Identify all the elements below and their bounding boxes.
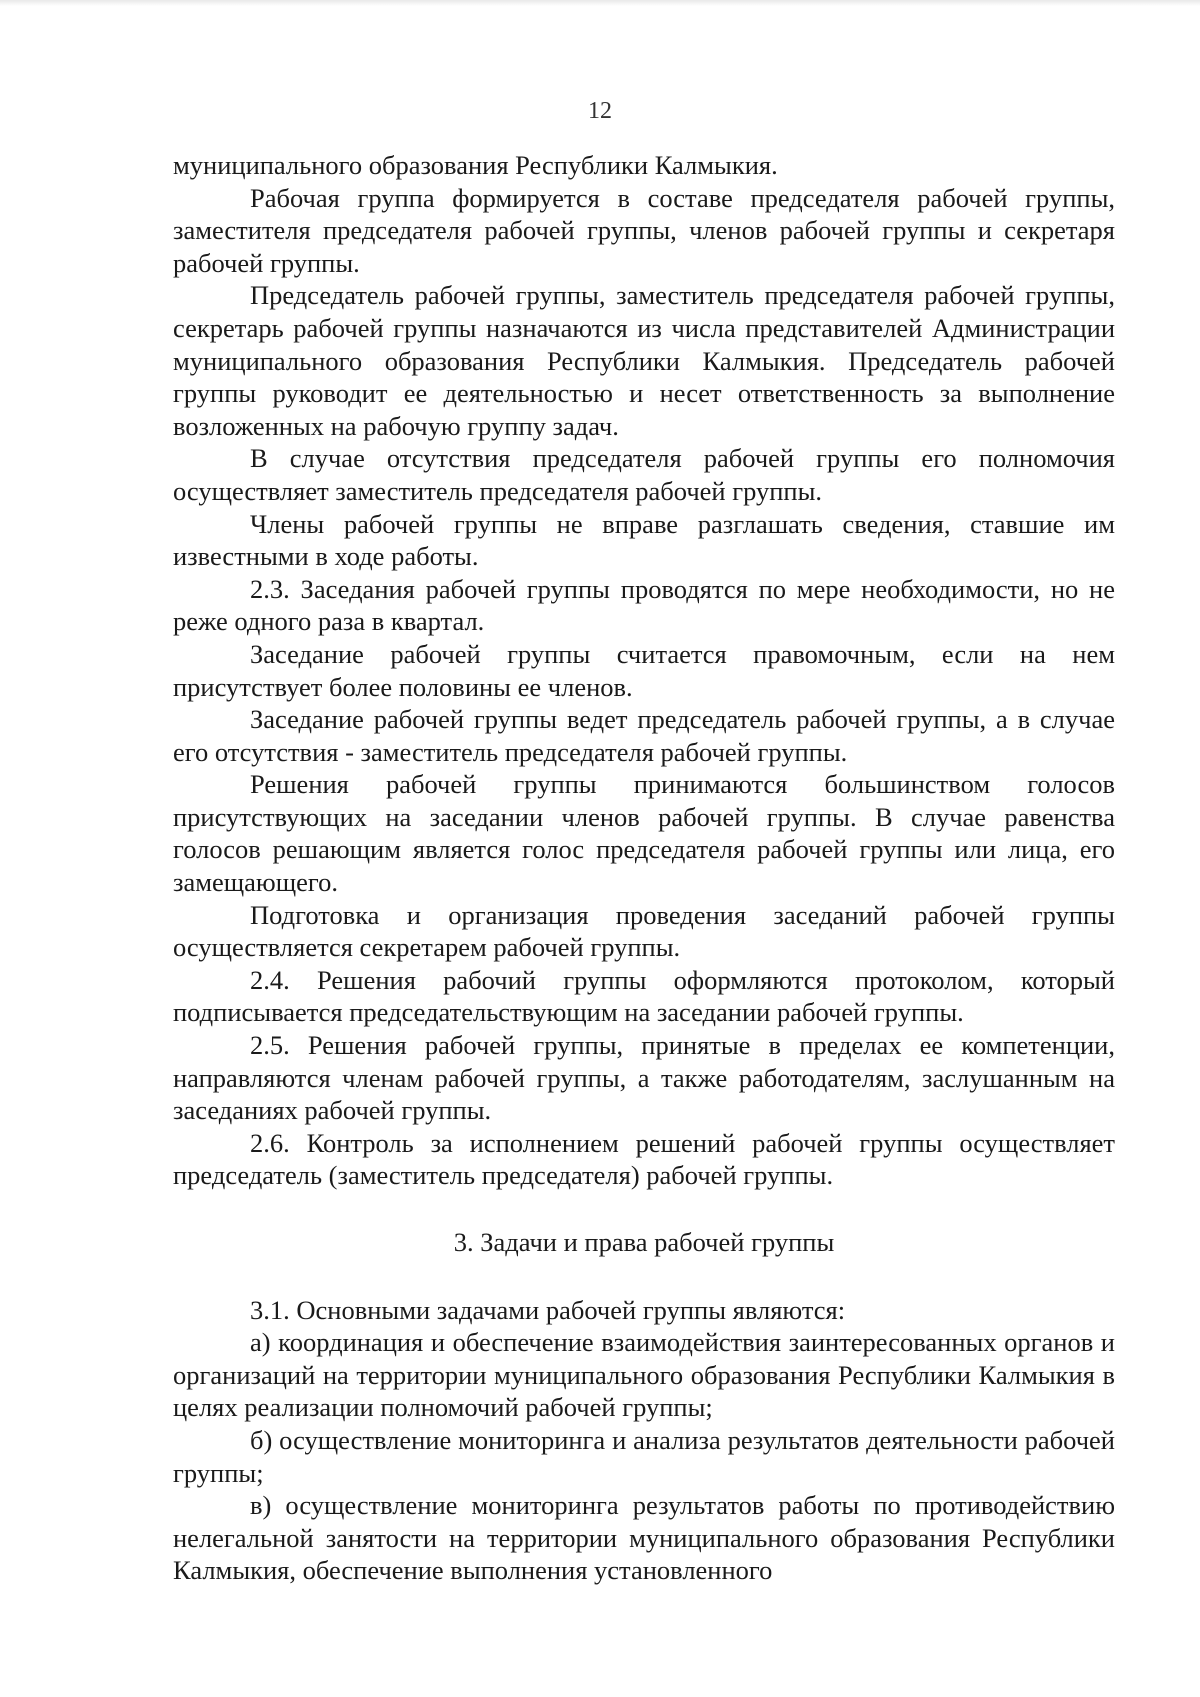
paragraph: 2.6. Контроль за исполнением решений рабочей группы осуществляет председатель (заместитель председателя) рабочей группы. (173, 1127, 1115, 1191)
paragraphs-before-heading (173, 149, 1115, 1192)
scan-edge (0, 0, 1200, 6)
paragraphs-after-heading (173, 1294, 1115, 1587)
paragraph: а) координация и обеспечение взаимодействия заинтересованных органов и организаций на территории муниципального образования Республики Калмыкия в целях реализации полномочий рабочей группы; (173, 1327, 1115, 1423)
paragraph: б) осуществление мониторинга и анализа результатов деятельности рабочей группы; (173, 1424, 1115, 1488)
paragraph: Решения рабочей группы принимаются большинством голосов присутствующих на заседании членов рабочей группы. В случае равенства голосов решающим является голос председателя рабочей группы или лица, его замещающего. (173, 769, 1115, 898)
paragraph: Заседание рабочей группы считается правомочным, если на нем присутствует более половины ее членов. (173, 638, 1115, 702)
paragraph: 2.3. Заседания рабочей группы проводятся по мере необходимости, но не реже одного раза в квартал. (173, 573, 1115, 637)
paragraph: Рабочая группа формируется в составе председателя рабочей группы, заместителя председателя рабочей группы, членов рабочей группы и секретаря рабочей группы. (173, 182, 1115, 278)
page-number: 12 (588, 98, 612, 124)
paragraph: 2.4. Решения рабочий группы оформляются протоколом, который подписывается председательствующим на заседании рабочей группы. (173, 964, 1115, 1028)
paragraph: 3.1. Основными задачами рабочей группы являются: (250, 1294, 846, 1325)
paragraph: Заседание рабочей группы ведет председатель рабочей группы, а в случае его отсутствия - заместитель председателя рабочей группы. (173, 704, 1115, 767)
paragraph: В случае отсутствия председателя рабочей группы его полномочия осуществляет заместитель председателя рабочей группы. (173, 443, 1115, 506)
paragraph: 2.5. Решения рабочей группы, принятые в пределах ее компетенции, направляются членам рабочей группы, а также работодателям, заслушанным на заседаниях рабочей группы. (173, 1030, 1115, 1126)
paragraph: в) осуществление мониторинга результатов работы по противодействию нелегальной занятости на территории муниципального образования Республики Калмыкия, обеспечение выполнения установленного (173, 1490, 1115, 1586)
paragraph: Члены рабочей группы не вправе разглашать сведения, ставшие им известными в ходе работы. (173, 508, 1115, 572)
page-body (173, 149, 1115, 1587)
paragraph: Председатель рабочей группы, заместитель председателя рабочей группы, секретарь рабочей группы назначаются из числа представителей Администрации муниципального образования Республики Калмыкия. Председатель рабочей группы руководит ее деятельностью и несет ответственность за выполнение возложенных на рабочую группу задач. (173, 280, 1115, 441)
paragraph: муниципального образования Республики Калмыкия. (173, 150, 778, 180)
paragraph: Подготовка и организация проведения заседаний рабочей группы осуществляется секретарем рабочей группы. (173, 899, 1115, 963)
section-heading: 3. Задачи и права рабочей группы (453, 1227, 835, 1257)
